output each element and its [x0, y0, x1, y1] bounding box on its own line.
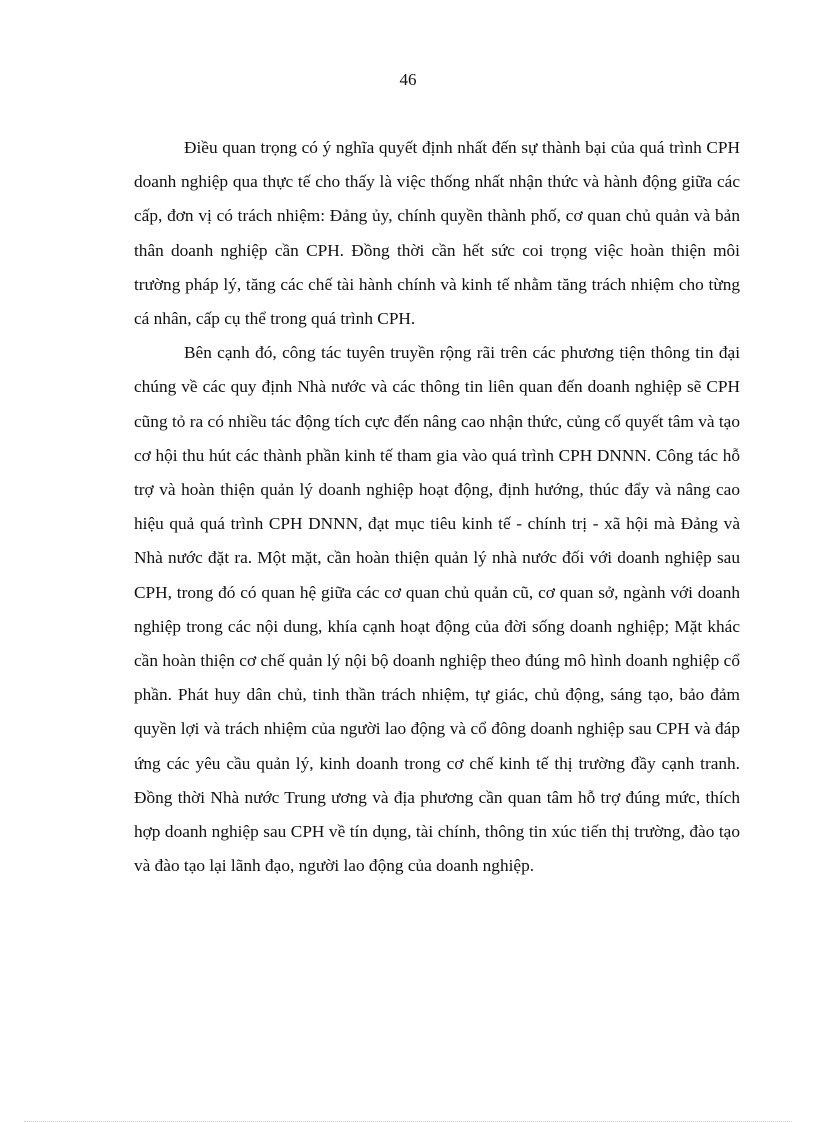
page-number: 46	[399, 70, 417, 89]
paragraph-1: Điều quan trọng có ý nghĩa quyết định nhất đến sự thành bại của quá trình CPH doanh nghiệp qua thực tế cho thấy là việc thống nhất nhận thức và hành động giữa các cấp, đơn vị có trách nhiệm: Đảng ủy, chính quyền thành phố, cơ quan chủ quản và bản thân doanh nghiệp cần CPH. Đồng thời cần hết sức coi trọng việc hoàn thiện môi trường pháp lý, tăng các chế tài hành chính và kinh tế nhằm tăng trách nhiệm cho từng cá nhân, cấp cụ thể trong quá trình CPH.	[134, 138, 740, 329]
paragraph-2: Bên cạnh đó, công tác tuyên truyền rộng rãi trên các phương tiện thông tin đại chúng về các quy định Nhà nước và các thông tin liên quan đến doanh nghiệp sẽ CPH cũng tỏ ra có nhiều tác động tích cực đến nâng cao nhận thức, củng cố quyết tâm và tạo cơ hội thu hút các thành phần kinh tế tham gia vào quá trình CPH DNNN. Công tác hỗ trợ và hoàn thiện quản lý doanh nghiệp hoạt động, định hướng, thúc đẩy và nâng cao hiệu quả quá trình CPH DNNN, đạt mục tiêu kinh tế - chính trị - xã hội mà Đảng và Nhà nước đặt ra. Một mặt, cần hoàn thiện quản lý nhà nước đối với doanh nghiệp sau CPH, trong đó có quan hệ giữa các cơ quan chủ quản cũ, cơ quan sở, ngành với doanh nghiệp trong các nội dung, khía cạnh hoạt động của đời sống doanh nghiệp; Mặt khác cần hoàn thiện cơ chế quản lý nội bộ doanh nghiệp theo đúng mô hình doanh nghiệp cổ phần. Phát huy dân chủ, tinh thần trách nhiệm, tự giác, chủ động, sáng tạo, bảo đảm quyền lợi và trách nhiệm của người lao động và cổ đông doanh nghiệp sau CPH và đáp ứng các yêu cầu quản lý, kinh doanh trong cơ chế kinh tế thị trường đầy cạnh tranh. Đồng thời Nhà nước Trung ương và địa phương cần quan tâm hỗ trợ đúng mức, thích hợp doanh nghiệp sau CPH về tín dụng, tài chính, thông tin xúc tiến thị trường, đào tạo và đào tạo lại lãnh đạo, người lao động của doanh nghiệp.	[134, 343, 740, 876]
page-bottom-divider	[24, 1121, 792, 1122]
body-text	[134, 131, 740, 883]
